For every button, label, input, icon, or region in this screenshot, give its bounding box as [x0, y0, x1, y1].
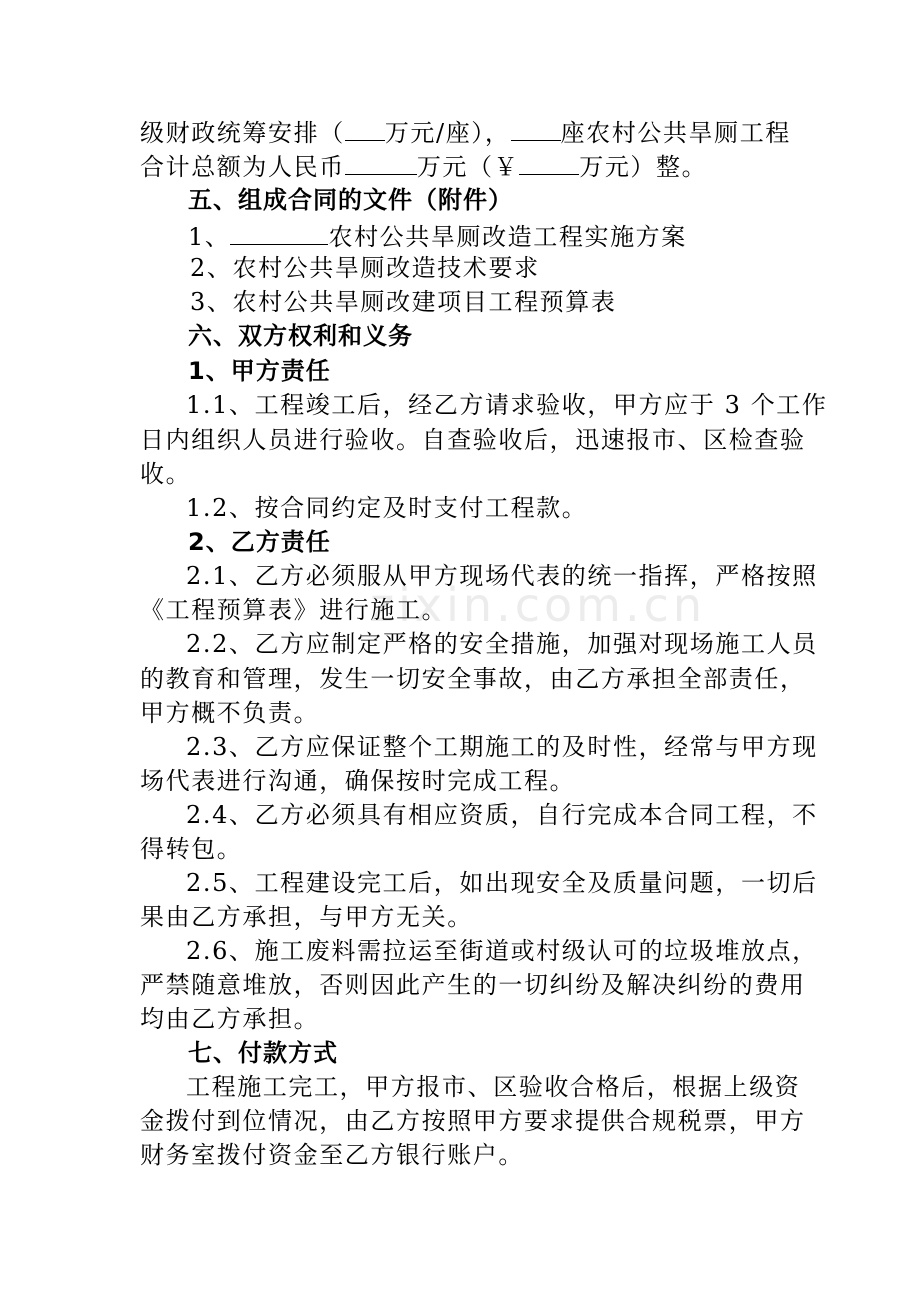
subsection-heading: 2、乙方责任: [188, 528, 331, 556]
paragraph-line: 工程施工完工，甲方报市、区验收合格后，根据上级资: [186, 1073, 801, 1101]
section-heading: 五、组成合同的文件（附件）: [188, 186, 513, 214]
subsection-heading: 1、甲方责任: [188, 357, 331, 385]
text: 万元/座），: [384, 119, 511, 147]
list-item: 2、农村公共旱厕改造技术要求: [190, 254, 540, 282]
section-heading: 七、付款方式: [188, 1039, 338, 1067]
blank-field: [230, 218, 328, 245]
text: 座农村公共旱厕工程: [560, 119, 791, 147]
paragraph-line: 财务室拨付资金至乙方银行账户。: [140, 1141, 524, 1169]
paragraph-line: 日内组织人员进行验收。自查验收后，迅速报市、区检查验: [140, 426, 806, 454]
paragraph-line: 2.2、乙方应制定严格的安全措施，加强对现场施工人员: [186, 630, 818, 658]
paragraph-line: 金拨付到位情况，由乙方按照甲方要求提供合规税票，甲方: [140, 1107, 806, 1135]
paragraph-line: 1.2、按合同约定及时支付工程款。: [186, 494, 588, 522]
paragraph-line: 收。: [140, 460, 192, 488]
paragraph-line: 均由乙方承担。: [140, 1005, 320, 1033]
paragraph-line: 甲方概不负责。: [140, 699, 320, 727]
text: 万元（￥: [416, 153, 520, 181]
paragraph-line: 得转包。: [140, 835, 243, 863]
paragraph-line: 2.1、乙方必须服从甲方现场代表的统一指挥，严格按照: [186, 562, 818, 590]
watermark: zixin.com.cn: [370, 578, 707, 632]
text: 万元）整。: [579, 153, 708, 181]
paragraph-line: 严禁随意堆放，否则因此产生的一切纠纷及解决纠纷的费用: [140, 971, 806, 999]
text: 合计总额为人民币: [140, 153, 345, 181]
list-item: [188, 218, 748, 250]
paragraph-line: 2.6、施工废料需拉运至街道或村级认可的垃圾堆放点，: [186, 937, 818, 965]
blank-field: [519, 148, 579, 175]
paragraph-line: 2.5、工程建设完工后，如出现安全及质量问题，一切后: [186, 869, 818, 897]
paragraph-line: 场代表进行沟通，确保按时完成工程。: [140, 767, 576, 795]
section-heading: 六、双方权利和义务: [188, 322, 413, 350]
blank-field: [345, 114, 385, 141]
paragraph-line: 2.3、乙方应保证整个工期施工的及时性，经常与甲方现: [186, 733, 818, 761]
text: 1、: [188, 223, 231, 251]
blank-field: [345, 148, 417, 175]
paragraph-line: 的教育和管理，发生一切安全事故，由乙方承担全部责任，: [140, 665, 806, 693]
list-item: 3、农村公共旱厕改建项目工程预算表: [190, 288, 617, 316]
text: 农村公共旱厕改造工程实施方案: [328, 223, 687, 251]
paragraph-line: 《工程预算表》进行施工。: [140, 596, 448, 624]
total-amount-line: [140, 148, 780, 180]
funding-line: [140, 114, 791, 147]
paragraph-line: 果由乙方承担，与甲方无关。: [140, 903, 473, 931]
text: 级财政统筹安排（: [140, 119, 345, 147]
paragraph-line: 2.4、乙方必须具有相应资质，自行完成本合同工程，不: [186, 801, 818, 829]
paragraph-line: 1.1、工程竣工后，经乙方请求验收，甲方应于 3 个工作: [186, 391, 828, 419]
blank-field: [511, 114, 561, 141]
